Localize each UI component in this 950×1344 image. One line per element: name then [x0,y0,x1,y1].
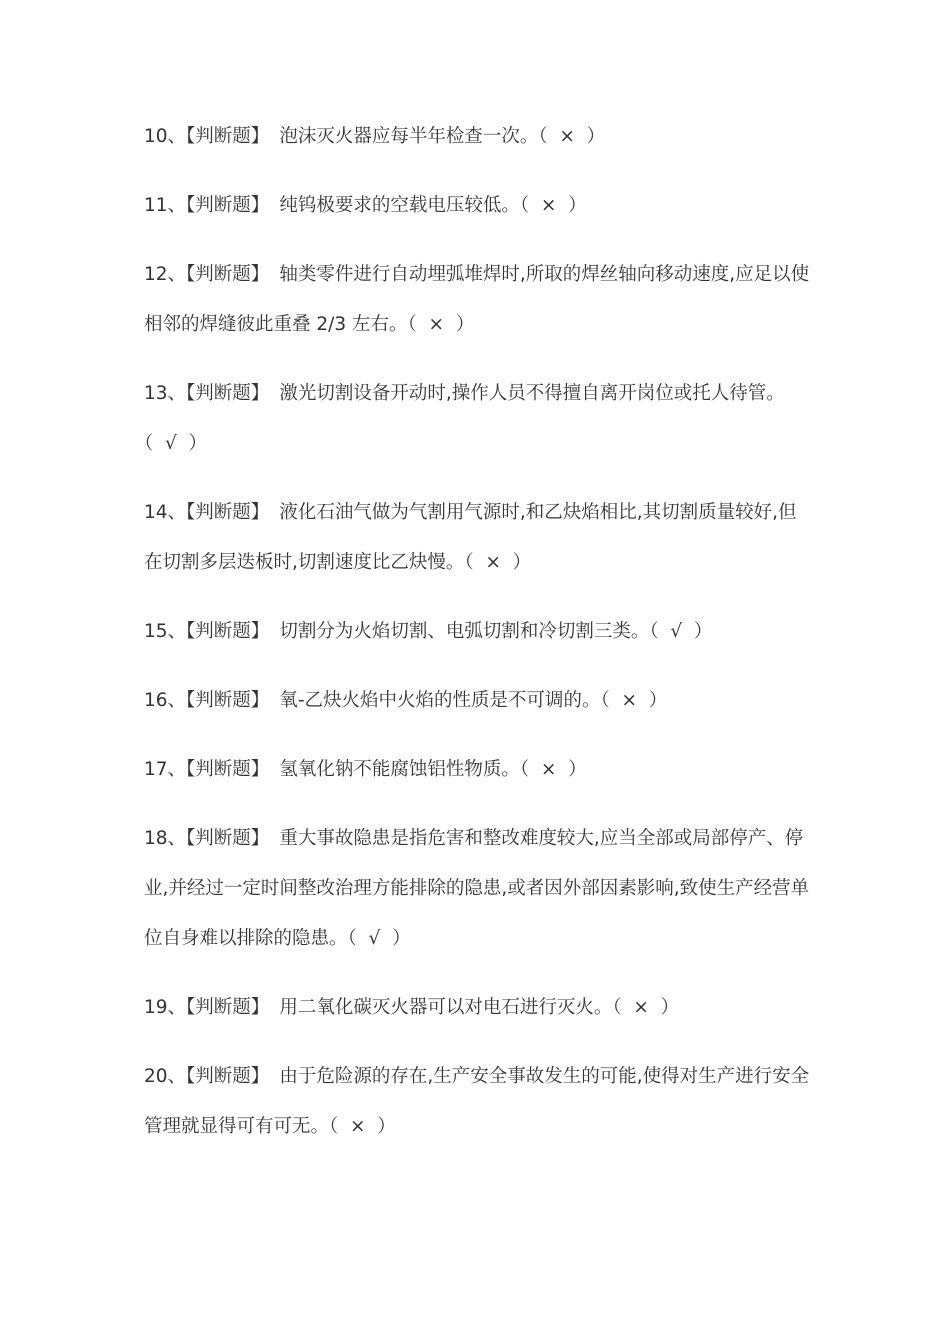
question-number: 20、 [144,1066,187,1087]
question-type: 【判断题】 [186,126,270,147]
question-number: 12、 [144,264,187,285]
question-text: 轴类零件进行自动埋弧堆焊时,所取的焊丝轴向移动速度,应足以使相邻的焊缝彼此重叠 2/3 左右。 [144,264,810,335]
question-type: 【判断题】 [186,759,270,780]
question-item [144,488,814,588]
question-item [144,112,814,162]
question-type: 【判断题】 [186,1066,270,1087]
question-number: 11、 [144,195,187,216]
question-text: 切割分为火焰切割、电弧切割和冷切割三类。 [279,621,650,642]
question-item [144,983,814,1033]
question-text: 泡沫灭火器应每半年检查一次。 [279,126,539,147]
question-text: 纯钨极要求的空载电压较低。 [279,195,520,216]
question-item [144,676,814,726]
question-item [144,607,814,657]
question-text: 液化石油气做为气割用气源时,和乙炔焰相比,其切割质量较好,但在切割多层迭板时,切割速度比乙炔慢。 [144,502,797,573]
question-type: 【判断题】 [186,690,270,711]
question-answer: （ √ ） [649,621,713,642]
question-type: 【判断题】 [186,383,270,404]
question-item [144,1052,814,1152]
question-answer: （ √ ） [347,928,411,949]
question-number: 17、 [144,759,187,780]
question-item [144,250,814,350]
question-item [144,181,814,231]
question-item [144,814,814,964]
question-answer: （ × ） [519,195,587,216]
question-number: 18、 [144,828,187,849]
question-answer: （ × ） [538,126,606,147]
question-list [144,112,814,1171]
question-type: 【判断题】 [186,264,270,285]
question-text: 由于危险源的存在,生产安全事故发生的可能,使得对生产进行安全管理就显得可有可无。 [144,1066,810,1137]
question-item [144,369,814,469]
question-answer: （ × ） [329,1116,396,1137]
question-number: 19、 [144,997,187,1018]
question-text: 用二氧化碳灭火器可以对电石进行灭火。 [279,997,613,1018]
question-number: 13、 [144,383,187,404]
question-type: 【判断题】 [186,997,270,1018]
question-number: 15、 [144,621,187,642]
question-answer: （ × ） [612,997,680,1018]
question-answer: （ × ） [464,552,532,573]
question-answer: （ × ） [407,314,475,335]
question-answer: （ × ） [600,690,668,711]
question-text: 氢氧化钠不能腐蚀铝性物质。 [279,759,520,780]
question-type: 【判断题】 [186,502,270,523]
question-number: 14、 [144,502,187,523]
question-answer: （ × ） [519,759,587,780]
question-text: 氧-乙炔火焰中火焰的性质是不可调的。 [279,690,601,711]
question-item [144,745,814,795]
question-text: 激光切割设备开动时,操作人员不得擅自离开岗位或托人待管。 [279,383,785,404]
question-number: 10、 [144,126,187,147]
question-number: 16、 [144,690,187,711]
question-text: 重大事故隐患是指危害和整改难度较大,应当全部或局部停产、停业,并经过一定时间整改治理方能排除的隐患,或者因外部因素影响,致使生产经营单位自身难以排除的隐患。 [144,828,810,949]
question-type: 【判断题】 [186,195,270,216]
question-type: 【判断题】 [186,621,270,642]
question-type: 【判断题】 [186,828,270,849]
question-answer: （ √ ） [144,433,208,454]
